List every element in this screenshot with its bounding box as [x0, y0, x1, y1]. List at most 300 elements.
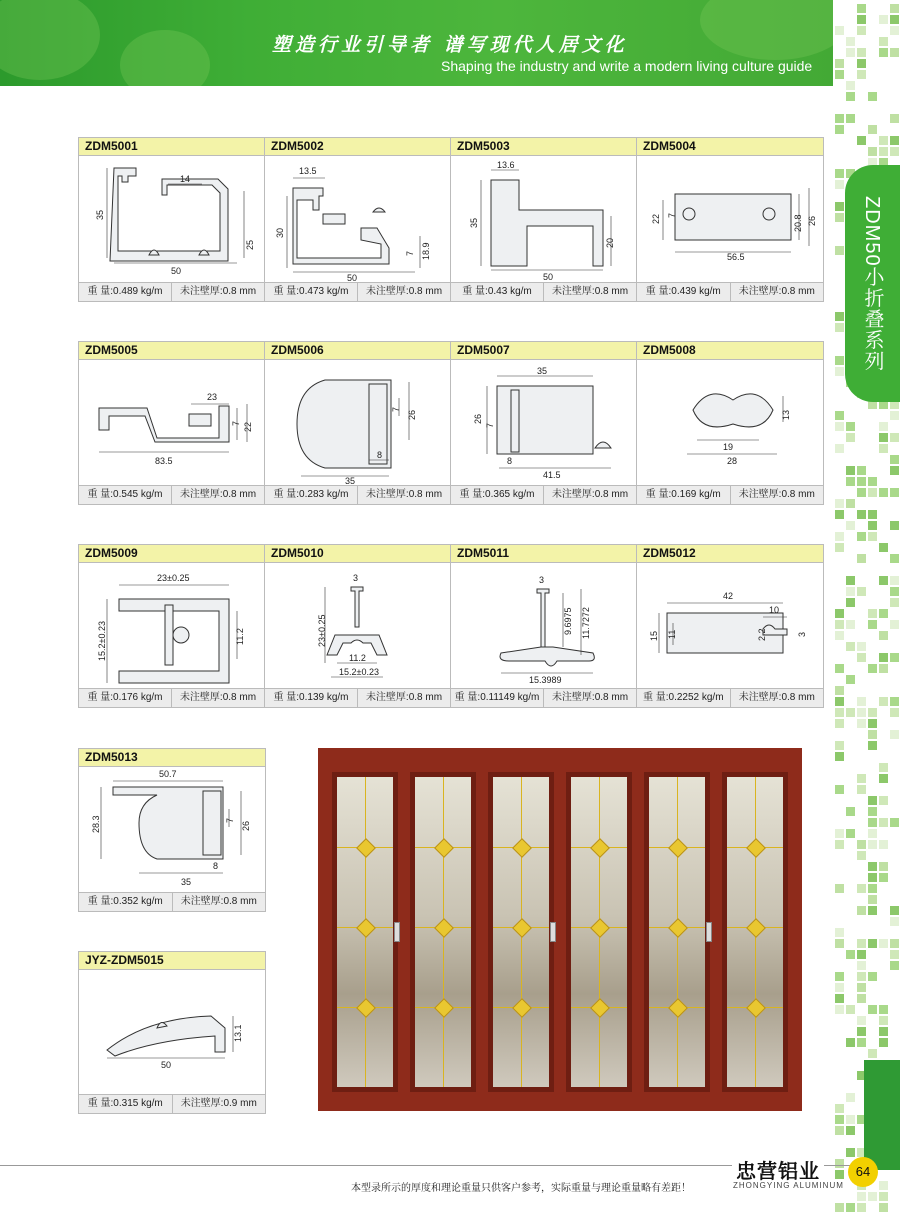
mosaic-tile: [879, 488, 888, 497]
glass-ornament: [434, 838, 454, 858]
dimension-label: 35: [95, 209, 105, 220]
dimension-label: 7: [391, 406, 401, 412]
mosaic-tile: [857, 961, 866, 970]
dimension-label: 26: [407, 409, 417, 420]
profile-drawing: [637, 563, 823, 688]
banner-decoration: [0, 0, 100, 80]
mosaic-tile: [835, 664, 844, 673]
dimension-label: 7: [485, 422, 495, 428]
profile-code: ZDM5007: [451, 342, 636, 360]
mosaic-tile: [846, 92, 855, 101]
door-panel: [566, 772, 632, 1092]
mosaic-tile: [868, 972, 877, 981]
dimension-label: 10: [769, 605, 780, 615]
mosaic-tile: [857, 697, 866, 706]
profile-diagram: [265, 156, 450, 282]
profile-drawing: [265, 360, 450, 485]
mosaic-tile: [857, 994, 866, 1003]
glass-ornament: [434, 918, 454, 938]
mosaic-tile: [879, 543, 888, 552]
dimension-label: 8: [213, 861, 219, 871]
glass-ornament: [356, 998, 376, 1018]
mosaic-tile: [890, 466, 899, 475]
mosaic-tile: [835, 1203, 844, 1212]
mosaic-tile: [868, 862, 877, 871]
mosaic-tile: [879, 1038, 888, 1047]
mosaic-tile: [879, 433, 888, 442]
mosaic-tile: [835, 697, 844, 706]
profile-drawing: [79, 970, 265, 1094]
mosaic-tile: [857, 774, 866, 783]
mosaic-tile: [890, 576, 899, 585]
mosaic-tile: [846, 708, 855, 717]
door-panel: [644, 772, 710, 1092]
mosaic-tile: [879, 37, 888, 46]
mosaic-tile: [857, 587, 866, 596]
door-glass: [571, 777, 627, 1087]
mosaic-tile: [868, 818, 877, 827]
mosaic-tile: [868, 730, 877, 739]
mosaic-tile: [835, 631, 844, 640]
mosaic-tile: [879, 1181, 888, 1190]
glass-ornament: [512, 918, 532, 938]
profile-code: ZDM5006: [265, 342, 450, 360]
mosaic-tile: [890, 15, 899, 24]
mosaic-tile: [868, 884, 877, 893]
mosaic-tile: [868, 477, 877, 486]
dimension-label: 11.2: [235, 628, 245, 645]
mosaic-tile: [868, 829, 877, 838]
mosaic-tile: [835, 180, 844, 189]
profile-thickness: 未注壁厚:0.8 mm: [551, 489, 629, 500]
mosaic-tile: [835, 785, 844, 794]
profile-weight: 重 量:0.43 kg/m: [451, 283, 544, 301]
mosaic-tile: [835, 323, 844, 332]
mosaic-tile: [890, 136, 899, 145]
dimension-label: 22: [651, 213, 661, 224]
mosaic-tile: [868, 147, 877, 156]
door-handle: [706, 922, 712, 942]
mosaic-tile: [879, 1016, 888, 1025]
mosaic-tile: [868, 664, 877, 673]
mosaic-tile: [890, 697, 899, 706]
mosaic-tile: [890, 950, 899, 959]
profile-card-zdm5006: [264, 341, 451, 505]
mosaic-tile: [835, 312, 844, 321]
mosaic-tile: [857, 1038, 866, 1047]
profile-code: ZDM5001: [79, 138, 264, 156]
mosaic-tile: [846, 81, 855, 90]
dimension-label: 9.6975: [563, 607, 573, 635]
dimension-label: 35: [537, 366, 548, 376]
mosaic-tile: [879, 862, 888, 871]
profile-specs: [79, 688, 264, 707]
mosaic-tile: [835, 213, 844, 222]
mosaic-tile: [868, 1049, 877, 1058]
profile-thickness: 未注壁厚:0.8 mm: [365, 286, 443, 297]
mosaic-tile: [879, 763, 888, 772]
profile-drawing: [79, 767, 265, 892]
mosaic-tile: [835, 422, 844, 431]
mosaic-tile: [846, 499, 855, 508]
dimension-label: 8: [507, 456, 513, 466]
dimension-label: 7: [405, 250, 415, 256]
mosaic-tile: [890, 488, 899, 497]
mosaic-tile: [835, 70, 844, 79]
mosaic-tile: [879, 444, 888, 453]
mosaic-tile: [846, 950, 855, 959]
mosaic-tile: [890, 818, 899, 827]
mosaic-tile: [890, 906, 899, 915]
banner-decoration: [700, 0, 833, 60]
dimension-label: 3: [539, 575, 545, 585]
profile-code: ZDM5009: [79, 545, 264, 563]
dimension-label: 13.1: [233, 1024, 243, 1042]
mosaic-tile: [857, 972, 866, 981]
glass-ornament: [512, 838, 532, 858]
mosaic-tile: [835, 532, 844, 541]
mosaic-tile: [890, 4, 899, 13]
mosaic-tile: [890, 939, 899, 948]
profile-weight: 重 量:0.365 kg/m: [451, 486, 544, 504]
mosaic-tile: [846, 1203, 855, 1212]
mosaic-tile: [868, 1192, 877, 1201]
mosaic-tile: [879, 796, 888, 805]
mosaic-tile: [879, 873, 888, 882]
profile-weight: 重 量:0.176 kg/m: [79, 689, 172, 707]
dimension-label: 15.3989: [529, 675, 562, 685]
mosaic-tile: [835, 543, 844, 552]
dimension-label: 23±0.25: [157, 573, 190, 583]
glass-ornament: [434, 998, 454, 1018]
glass-ornament: [590, 918, 610, 938]
mosaic-tile: [835, 1104, 844, 1113]
profile-thickness: 未注壁厚:0.8 mm: [551, 286, 629, 297]
profile-code: ZDM5005: [79, 342, 264, 360]
mosaic-tile: [879, 15, 888, 24]
mosaic-tile: [835, 983, 844, 992]
profile-specs: [451, 485, 636, 504]
profile-code: ZDM5013: [79, 749, 265, 767]
mosaic-tile: [857, 884, 866, 893]
mosaic-tile: [835, 752, 844, 761]
mosaic-tile: [857, 708, 866, 717]
dimension-label: 50: [161, 1060, 172, 1070]
brand-name-english: ZHONGYING ALUMINUM: [733, 1181, 844, 1190]
door-panel: [488, 772, 554, 1092]
mosaic-tile: [835, 741, 844, 750]
mosaic-tile: [890, 521, 899, 530]
mosaic-tile: [835, 169, 844, 178]
mosaic-tile: [835, 928, 844, 937]
dimension-label: 25: [245, 239, 255, 250]
mosaic-tile: [857, 477, 866, 486]
mosaic-tile: [846, 37, 855, 46]
profile-drawing: [637, 360, 823, 485]
mosaic-tile: [890, 730, 899, 739]
profile-thickness: 未注壁厚:0.8 mm: [738, 286, 815, 297]
mosaic-tile: [868, 609, 877, 618]
dimension-label: 23±0.25: [317, 614, 327, 647]
profile-thickness: 未注壁厚:0.8 mm: [738, 692, 815, 703]
profile-diagram: [451, 156, 636, 282]
mosaic-tile: [835, 609, 844, 618]
mosaic-tile: [846, 1115, 855, 1124]
profile-code: ZDM5008: [637, 342, 823, 360]
door-glass: [727, 777, 783, 1087]
profile-thickness: 未注壁厚:0.8 mm: [179, 489, 257, 500]
profile-card-zdm5013: [78, 748, 266, 912]
mosaic-tile: [835, 499, 844, 508]
profile-code: JYZ-ZDM5015: [79, 952, 265, 970]
mosaic-tile: [835, 972, 844, 981]
mosaic-tile: [835, 202, 844, 211]
profile-weight: 重 量:0.439 kg/m: [637, 283, 731, 301]
profile-drawing: [265, 563, 450, 688]
dimension-label: 28.3: [91, 815, 101, 833]
profile-card-zdm5004: [636, 137, 824, 302]
mosaic-tile: [879, 697, 888, 706]
profile-thickness: 未注壁厚:0.9 mm: [180, 1098, 257, 1109]
mosaic-tile: [879, 818, 888, 827]
mosaic-tile: [835, 1159, 844, 1168]
mosaic-tile: [846, 422, 855, 431]
mosaic-tile: [857, 906, 866, 915]
mosaic-tile: [868, 488, 877, 497]
dimension-label: 35: [469, 217, 479, 228]
mosaic-tile: [868, 1005, 877, 1014]
mosaic-tile: [890, 455, 899, 464]
mosaic-tile: [857, 26, 866, 35]
profile-specs: [79, 485, 264, 504]
glass-ornament: [668, 838, 688, 858]
mosaic-tile: [890, 48, 899, 57]
profile-card-zdm5003: [450, 137, 637, 302]
mosaic-tile: [835, 411, 844, 420]
mosaic-tile: [846, 114, 855, 123]
mosaic-tile: [835, 356, 844, 365]
profile-diagram: [79, 970, 265, 1094]
door-handle: [394, 922, 400, 942]
dimension-label: 2.2: [757, 628, 767, 641]
mosaic-tile: [890, 653, 899, 662]
profile-specs: [451, 688, 636, 707]
glass-ornament: [356, 838, 376, 858]
series-side-tab: [845, 165, 900, 402]
mosaic-tile: [846, 466, 855, 475]
mosaic-tile: [868, 895, 877, 904]
profile-card-zdm5002: [264, 137, 451, 302]
mosaic-tile: [835, 444, 844, 453]
dimension-label: 42: [723, 591, 734, 601]
mosaic-tile: [857, 136, 866, 145]
profile-thickness: 未注壁厚:0.8 mm: [179, 286, 257, 297]
mosaic-tile: [835, 367, 844, 376]
dimension-label: 26: [241, 820, 251, 831]
profile-thickness: 未注壁厚:0.8 mm: [738, 489, 815, 500]
mosaic-tile: [879, 653, 888, 662]
profile-card-zdm5005: [78, 341, 265, 505]
profile-diagram: [79, 767, 265, 892]
glass-ornament: [356, 918, 376, 938]
profile-drawing: [265, 156, 450, 282]
mosaic-tile: [835, 719, 844, 728]
slogan-chinese: 塑造行业引导者 谱写现代人居文化: [272, 34, 628, 56]
glass-ornament: [590, 838, 610, 858]
mosaic-tile: [857, 983, 866, 992]
mosaic-tile: [835, 59, 844, 68]
dimension-label: 35: [181, 877, 192, 887]
glass-ornament: [668, 998, 688, 1018]
profile-card-zdm5011: [450, 544, 637, 708]
profile-specs: [265, 282, 450, 301]
mosaic-tile: [857, 4, 866, 13]
mosaic-tile: [857, 554, 866, 563]
profile-diagram: [265, 360, 450, 485]
profile-drawing: [79, 563, 264, 688]
dimension-label: 20: [605, 237, 615, 248]
dimension-label: 18.9: [421, 242, 431, 260]
mosaic-tile: [868, 521, 877, 530]
profile-diagram: [451, 563, 636, 688]
profile-drawing: [637, 156, 823, 282]
footer-divider: [0, 1165, 858, 1166]
mosaic-tile: [868, 719, 877, 728]
profile-drawing: [79, 360, 264, 485]
mosaic-tile: [868, 532, 877, 541]
glass-ornament: [746, 838, 766, 858]
profile-drawing: [451, 563, 636, 688]
dimension-label: 13.5: [299, 166, 317, 176]
mosaic-tile: [868, 510, 877, 519]
dimension-label: 26: [807, 215, 817, 226]
mosaic-tile: [857, 510, 866, 519]
profile-drawing: [79, 156, 264, 282]
mosaic-tile: [835, 1005, 844, 1014]
mosaic-tile: [846, 807, 855, 816]
door-panel: [410, 772, 476, 1092]
mosaic-tile: [879, 774, 888, 783]
mosaic-tile: [890, 708, 899, 717]
mosaic-tile: [835, 939, 844, 948]
profile-weight: 重 量:0.139 kg/m: [265, 689, 358, 707]
profile-code: ZDM5012: [637, 545, 823, 563]
dimension-label: 13.6: [497, 160, 515, 170]
mosaic-tile: [835, 1126, 844, 1135]
mosaic-tile: [857, 48, 866, 57]
dimension-label: 13: [781, 409, 791, 420]
profile-weight: 重 量:0.169 kg/m: [637, 486, 731, 504]
profile-diagram: [79, 156, 264, 282]
mosaic-tile: [835, 994, 844, 1003]
profile-drawing: [451, 360, 636, 485]
mosaic-tile: [879, 1027, 888, 1036]
slogan-english: Shaping the industry and write a modern living culture guide: [441, 58, 813, 74]
mosaic-tile: [857, 851, 866, 860]
mosaic-tile: [857, 642, 866, 651]
side-green-block: [864, 1060, 900, 1170]
profile-thickness: 未注壁厚:0.8 mm: [551, 692, 629, 703]
profile-weight: 重 量:0.473 kg/m: [265, 283, 358, 301]
profile-specs: [79, 1094, 265, 1113]
glass-ornament: [668, 918, 688, 938]
glass-ornament: [512, 998, 532, 1018]
profile-card-jyz-zdm5015: [78, 951, 266, 1114]
profile-code: ZDM5002: [265, 138, 450, 156]
mosaic-tile: [835, 26, 844, 35]
page-number-badge: 64: [848, 1157, 878, 1187]
glass-ornament: [746, 998, 766, 1018]
mosaic-tile: [868, 708, 877, 717]
mosaic-tile: [879, 609, 888, 618]
mosaic-tile: [890, 147, 899, 156]
mosaic-tile: [835, 510, 844, 519]
dimension-label: 7: [231, 420, 241, 426]
mosaic-tile: [846, 1126, 855, 1135]
mosaic-tile: [835, 125, 844, 134]
mosaic-tile: [879, 631, 888, 640]
mosaic-tile: [879, 939, 888, 948]
profile-weight: 重 量:0.11149 kg/m: [451, 689, 544, 707]
profile-diagram: [637, 360, 823, 485]
profile-diagram: [79, 360, 264, 485]
mosaic-tile: [835, 246, 844, 255]
profile-card-zdm5012: [636, 544, 824, 708]
door-handle: [550, 922, 556, 942]
mosaic-tile: [835, 620, 844, 629]
profile-thickness: 未注壁厚:0.8 mm: [179, 692, 257, 703]
mosaic-tile: [857, 59, 866, 68]
dimension-label: 50: [543, 272, 554, 282]
mosaic-tile: [879, 48, 888, 57]
dimension-label: 83.5: [155, 456, 173, 466]
mosaic-tile: [846, 1038, 855, 1047]
glass-ornament: [746, 918, 766, 938]
mosaic-tile: [846, 829, 855, 838]
mosaic-tile: [846, 1148, 855, 1157]
dimension-label: 41.5: [543, 470, 561, 480]
door-panel: [722, 772, 788, 1092]
mosaic-tile: [835, 686, 844, 695]
mosaic-tile: [857, 1203, 866, 1212]
header-banner: [0, 0, 833, 86]
mosaic-tile: [879, 576, 888, 585]
dimension-label: 50: [171, 266, 182, 276]
profile-card-zdm5010: [264, 544, 451, 708]
mosaic-tile: [857, 1192, 866, 1201]
glass-ornament: [590, 998, 610, 1018]
mosaic-tile: [868, 620, 877, 629]
mosaic-tile: [846, 620, 855, 629]
profile-weight: 重 量:0.283 kg/m: [265, 486, 358, 504]
profile-specs: [79, 282, 264, 301]
profile-card-zdm5008: [636, 341, 824, 505]
mosaic-tile: [835, 1170, 844, 1179]
mosaic-tile: [846, 48, 855, 57]
profile-code: ZDM5010: [265, 545, 450, 563]
footer-disclaimer: 本型录所示的厚度和理论重量只供客户参考，实际重量与理论重量略有差距！: [351, 1183, 691, 1194]
mosaic-tile: [857, 719, 866, 728]
mosaic-tile: [890, 411, 899, 420]
mosaic-tile: [868, 807, 877, 816]
profile-specs: [637, 282, 823, 301]
door-glass: [493, 777, 549, 1087]
series-title: ZDM50小折叠系列: [861, 195, 883, 372]
dimension-label: 22: [243, 421, 253, 432]
profile-thickness: 未注壁厚:0.8 mm: [180, 896, 257, 907]
dimension-label: 14: [180, 174, 191, 184]
profile-weight: 重 量:0.489 kg/m: [79, 283, 172, 301]
